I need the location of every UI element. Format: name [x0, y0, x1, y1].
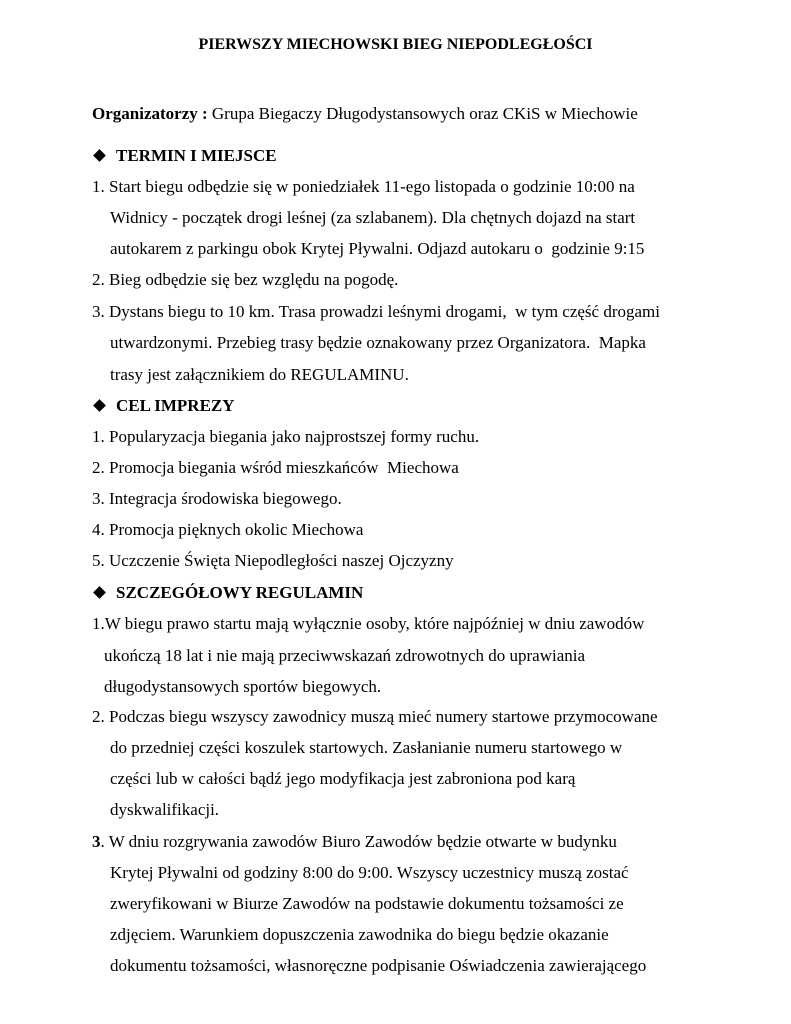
paragraph-line: autokarem z parkingu obok Krytej Pływalni. Odjazd autokaru o godzinie 9:15 [110, 239, 645, 258]
paragraph-line: 3. Dystans biegu to 10 km. Trasa prowadzi leśnymi drogami, w tym część drogami [92, 302, 660, 321]
section-heading-cel: CEL IMPREZY [116, 396, 235, 415]
section-heading-regulamin: SZCZEGÓŁOWY REGULAMIN [116, 583, 364, 602]
diamond-bullet-icon [93, 586, 106, 599]
paragraph-line: do przedniej części koszulek startowych. Zasłanianie numeru startowego w [110, 738, 623, 757]
paragraph-line: części lub w całości bądź jego modyfikacja jest zabroniona pod karą [110, 769, 576, 788]
paragraph-line: utwardzonymi. Przebieg trasy będzie oznakowany przez Organizatora. Mapka [110, 333, 646, 352]
paragraph-line: Widnicy - początek drogi leśnej (za szlabanem). Dla chętnych dojazd na start [110, 208, 636, 227]
organizers-label: Organizatorzy : [92, 104, 208, 123]
paragraph-line: trasy jest załącznikiem do REGULAMINU. [110, 365, 409, 384]
organizers-line [92, 103, 638, 125]
diamond-bullet-icon [93, 149, 106, 162]
section-heading-termin: TERMIN I MIEJSCE [116, 146, 277, 165]
paragraph-line: zdjęciem. Warunkiem dopuszczenia zawodnika do biegu będzie okazanie [110, 925, 609, 944]
list-item: 3. Integracja środowiska biegowego. [92, 489, 342, 508]
item-text: . W dniu rozgrywania zawodów Biuro Zawodów będzie otwarte w budynku [100, 832, 617, 851]
list-item: 1. Popularyzacja biegania jako najprostszej formy ruchu. [92, 427, 480, 446]
list-item: 4. Promocja pięknych okolic Miechowa [92, 520, 364, 539]
item-number: 3 [92, 832, 101, 851]
paragraph-line: ukończą 18 lat i nie mają przeciwwskazań zdrowotnych do uprawiania [104, 646, 586, 665]
paragraph-line [92, 831, 617, 853]
paragraph-line: 2. Podczas biegu wszyscy zawodnicy muszą mieć numery startowe przymocowane [92, 707, 658, 726]
paragraph-line: zweryfikowani w Biurze Zawodów na podstawie dokumentu tożsamości ze [110, 894, 624, 913]
paragraph-line: długodystansowych sportów biegowych. [104, 677, 382, 696]
list-item: 2. Promocja biegania wśród mieszkańców Miechowa [92, 458, 459, 477]
paragraph-line: Krytej Pływalni od godziny 8:00 do 9:00. Wszyscy uczestnicy muszą zostać [110, 863, 629, 882]
paragraph-line: dokumentu tożsamości, własnoręczne podpisanie Oświadczenia zawierającego [110, 956, 647, 975]
document-title: PIERWSZY MIECHOWSKI BIEG NIEPODLEGŁOŚCI [198, 36, 593, 53]
list-item: 5. Uczczenie Święta Niepodległości naszej Ojczyzny [92, 551, 454, 570]
organizers-value: Grupa Biegaczy Długodystansowych oraz CKiS w Miechowie [207, 104, 638, 123]
diamond-bullet-icon [93, 399, 106, 412]
paragraph-line: 1. Start biegu odbędzie się w poniedziałek 11-ego listopada o godzinie 10:00 na [92, 177, 635, 196]
paragraph-line: 2. Bieg odbędzie się bez względu na pogodę. [92, 270, 399, 289]
paragraph-line: dyskwalifikacji. [110, 800, 220, 819]
paragraph-line: 1.W biegu prawo startu mają wyłącznie osoby, które najpóźniej w dniu zawodów [92, 614, 645, 633]
